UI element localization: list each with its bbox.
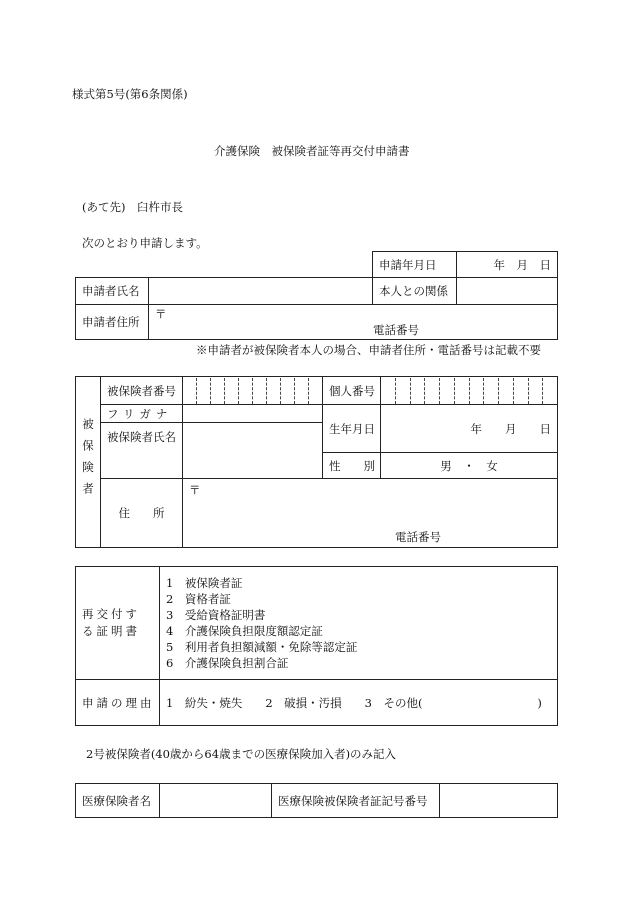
- personal-number-label: 個人番号: [323, 377, 381, 405]
- insured-phone-label: 電話番号: [395, 530, 441, 544]
- insured-number-label: 被保険者番号: [101, 377, 183, 405]
- relation-label: 本人との関係: [373, 278, 457, 305]
- applicant-note: ※申請者が被保険者本人の場合、申請者住所・電話番号は記載不要: [196, 343, 541, 357]
- relation-field[interactable]: [457, 278, 558, 305]
- sex-label: 性 別: [323, 453, 381, 479]
- birth-label: 生年月日: [323, 405, 381, 453]
- page-title: 介護保険 被保険者証等再交付申請書: [214, 144, 410, 158]
- reissue-item[interactable]: 1 被保険者証: [166, 576, 243, 590]
- applicant-address-label: 申請者住所: [76, 305, 149, 340]
- applicant-name-field[interactable]: [149, 278, 373, 305]
- furigana-label: フリガナ: [101, 405, 183, 423]
- birth-field[interactable]: 年 月 日: [381, 405, 558, 453]
- insurance-symbol-label: 医療保険被保険者証記号番号: [272, 784, 440, 818]
- furigana-field[interactable]: [183, 405, 323, 423]
- applicant-address-field[interactable]: [149, 305, 558, 340]
- insured-side-label: 被保険者: [76, 377, 101, 548]
- insured-number-field[interactable]: [183, 377, 323, 405]
- insurer-name-field[interactable]: [160, 784, 272, 818]
- sex-field[interactable]: 男 ・ 女: [381, 453, 558, 479]
- addressee: (あて先) 臼杵市長: [82, 200, 183, 214]
- reissue-list[interactable]: [160, 567, 558, 680]
- reissue-item[interactable]: 2 資格者証: [166, 592, 231, 606]
- form-number: 様式第5号(第6条関係): [72, 87, 188, 101]
- insurance-symbol-field[interactable]: [440, 784, 558, 818]
- medical-table: [75, 783, 558, 818]
- date-field[interactable]: 年 月 日: [457, 252, 558, 278]
- personal-number-field[interactable]: [381, 377, 558, 405]
- reissue-item[interactable]: 3 受給資格証明書: [166, 608, 266, 622]
- date-label: 申請年月日: [373, 252, 457, 278]
- applicant-phone-label: 電話番号: [373, 323, 419, 337]
- postal-mark: 〒: [155, 307, 167, 321]
- insured-address-field[interactable]: [183, 479, 558, 548]
- applicant-table: [75, 251, 558, 340]
- reissue-table: [75, 566, 558, 726]
- intro-text: 次のとおり申請します。: [82, 236, 208, 250]
- insurer-name-label: 医療保険者名: [76, 784, 160, 818]
- second-insured-note: 2号被保険者(40歳から64歳までの医療保険加入者)のみ記入: [86, 747, 397, 761]
- applicant-name-label: 申請者氏名: [76, 278, 149, 305]
- reissue-item[interactable]: 6 介護保険負担割合証: [166, 656, 289, 670]
- insured-name-label: 被保険者氏名: [101, 423, 183, 479]
- reissue-item[interactable]: 5 利用者負担額減額・免除等認定証: [166, 640, 358, 654]
- insured-postal-mark: 〒: [189, 483, 201, 497]
- insured-table: [75, 376, 558, 548]
- insured-address-label: 住 所: [101, 479, 183, 548]
- reissue-item[interactable]: 4 介護保険負担限度額認定証: [166, 624, 323, 638]
- reason-label: 申請の理由: [76, 680, 160, 726]
- reissue-label: 再交付する証明書: [76, 567, 160, 680]
- insured-name-field[interactable]: [183, 423, 323, 479]
- reason-options[interactable]: 1 紛失・焼失 2 破損・汚損 3 その他( ): [160, 680, 558, 726]
